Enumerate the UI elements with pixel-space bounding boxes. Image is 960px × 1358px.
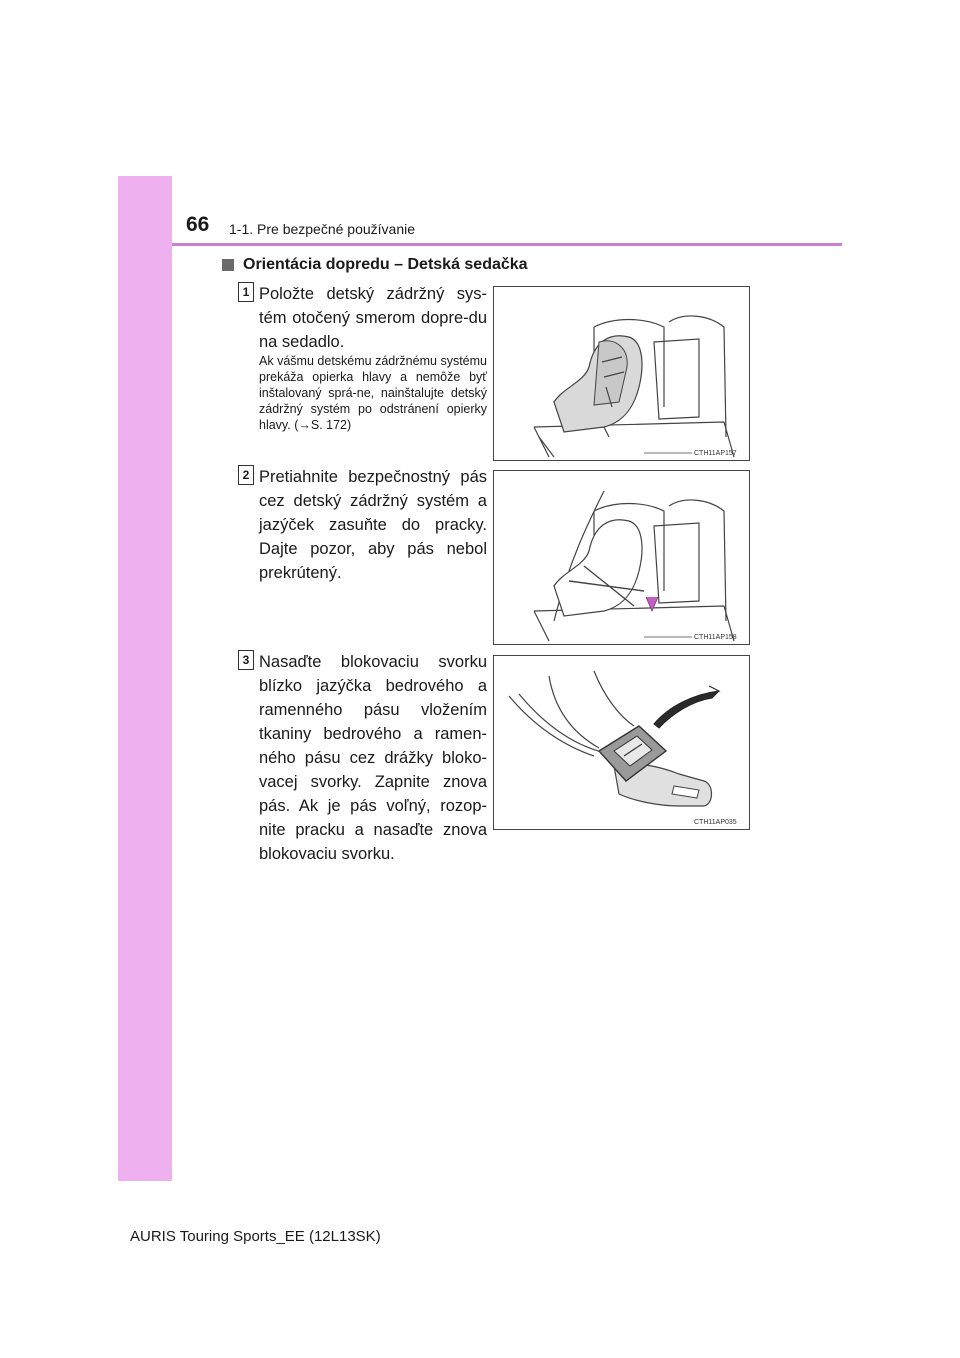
insert-arrow-icon <box>646 597 658 611</box>
chapter-sidebar-tab <box>118 176 172 1181</box>
header-divider <box>172 243 842 246</box>
locking-clip-illustration <box>494 656 749 829</box>
step-text: Nasaďte blokovaciu svorku blízko jazýčka bedrového a ramenného pásu vložením tkaniny bedrového a ramen-ného pásu cez drážky bloko-vacej svorky. Zapnite znova pás. Ak je pás voľný, rozop-nite pracku a nasaďte znova blokovaciu svorku. <box>259 653 487 863</box>
locking-clip-figure <box>493 655 750 830</box>
belt-routing-illustration <box>494 471 749 644</box>
step-note: Ak vášmu detskému zádržnému systému prekáža opierka hlavy a nemôže byť inštalovaný sprá-ne, nainštalujte detský zádržný systém po odstránení opierky hlavy. (→S. 172) <box>259 354 487 432</box>
belt-routing-figure <box>493 470 750 645</box>
page-number: 66 <box>186 213 210 236</box>
chapter-title: 1-1. Pre bezpečné používanie <box>229 221 416 237</box>
step-text: Pretiahnite bezpečnostný pás cez detský zádržný systém a jazýček zasuňte do pracky. Dajte pozor, aby pás nebol prekrútený. <box>259 468 487 582</box>
square-bullet-icon <box>222 259 234 271</box>
step-text: Položte detský zádržný sys-tém otočený smerom dopre-du na sedadlo. <box>259 285 487 351</box>
section-heading <box>222 256 528 274</box>
child-seat-placement-figure <box>493 286 750 461</box>
figure-code: CTH11AP157 <box>694 450 737 457</box>
figure-code: CTH11AP035 <box>694 819 737 826</box>
footer-document-id: AURIS Touring Sports_EE (12L13SK) <box>130 1228 381 1245</box>
figure-code: CTH11AP158 <box>694 634 737 641</box>
step-number-badge: 1 <box>238 282 254 302</box>
pointer-arrow-icon <box>654 686 719 728</box>
section-heading-text: Orientácia dopredu – Detská sedačka <box>243 256 528 273</box>
child-seat-illustration <box>494 287 749 460</box>
step-number-badge: 3 <box>238 650 254 670</box>
step-number-badge: 2 <box>238 465 254 485</box>
